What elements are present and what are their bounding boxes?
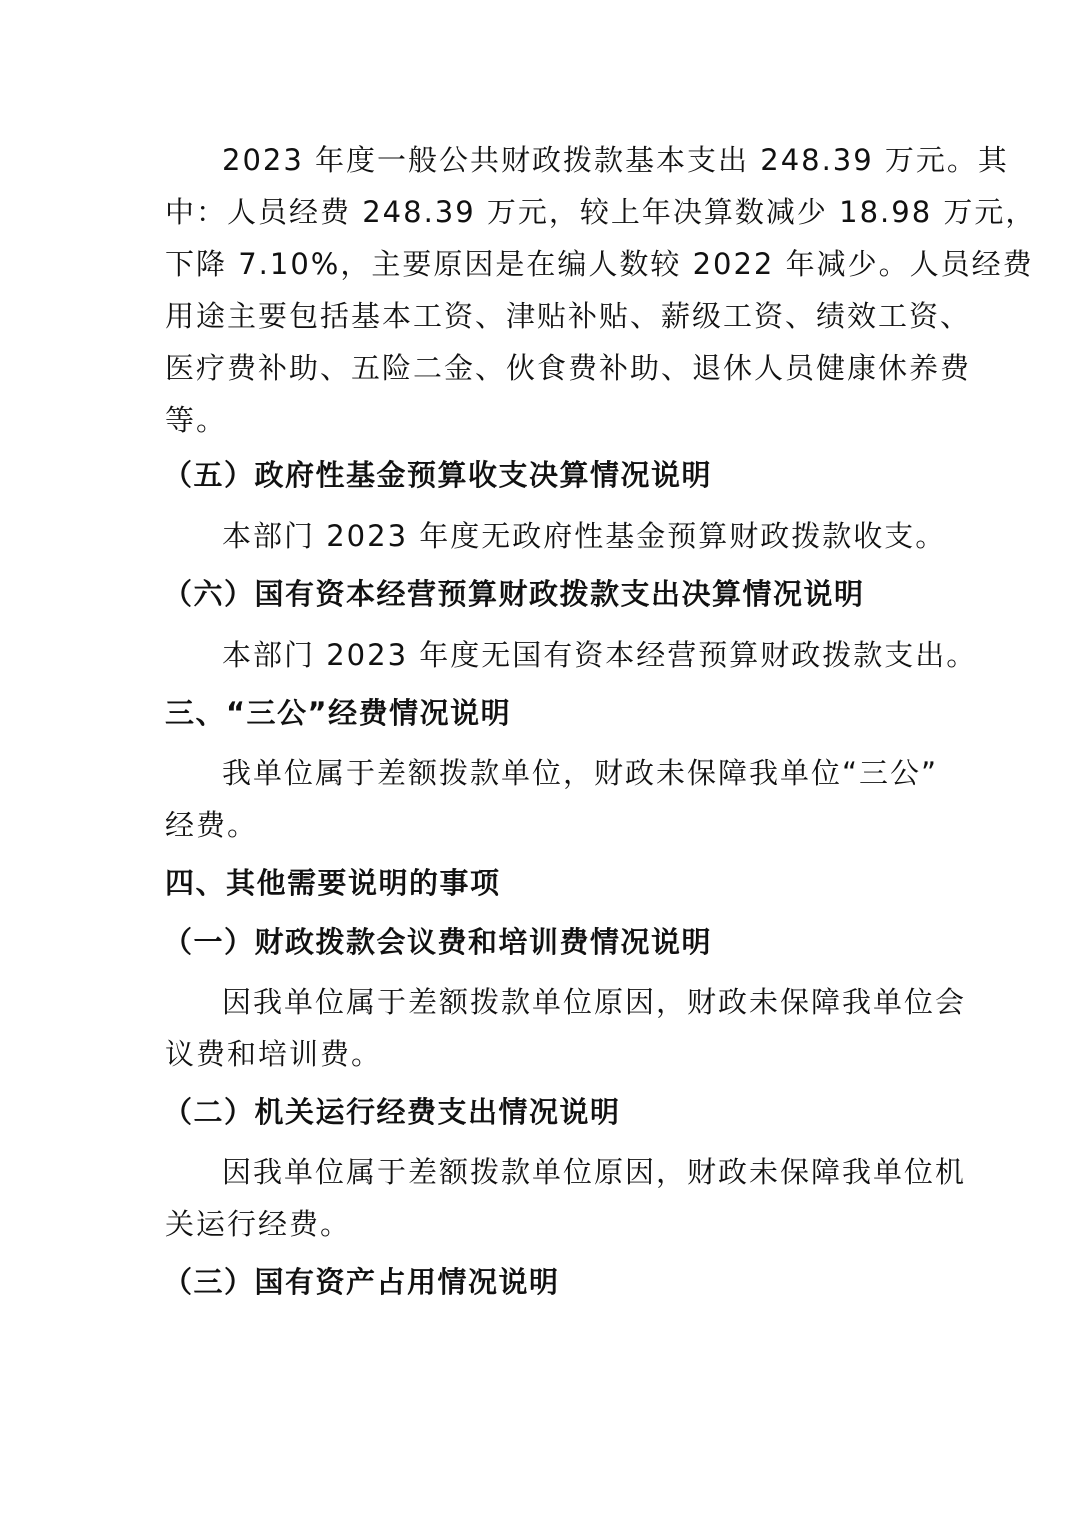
paragraph-line: 下降 7.10%，主要原因是在编人数较 2022 年减少。人员经费 xyxy=(165,247,1034,281)
paragraph-line: 中：人员经费 248.39 万元，较上年决算数减少 18.98 万元， xyxy=(165,195,1037,229)
paragraph-line: 本部门 2023 年度无政府性基金预算财政拨款收支。 xyxy=(222,519,947,553)
sub-heading-1: （一）财政拨款会议费和培训费情况说明 xyxy=(163,925,713,959)
paragraph-line: 用途主要包括基本工资、津贴补贴、薪级工资、绩效工资、 xyxy=(165,299,972,333)
paragraph-line: 议费和培训费。 xyxy=(165,1037,383,1071)
section-heading-5: （五）政府性基金预算收支决算情况说明 xyxy=(163,458,713,492)
part-heading-4: 四、其他需要说明的事项 xyxy=(165,866,501,900)
sub-heading-2: （二）机关运行经费支出情况说明 xyxy=(163,1095,621,1129)
paragraph-line: 因我单位属于差额拨款单位原因，财政未保障我单位机 xyxy=(222,1155,967,1189)
part-heading-3: 三、“三公”经费情况说明 xyxy=(165,696,512,730)
paragraph-line: 我单位属于差额拨款单位，财政未保障我单位“三公” xyxy=(222,756,939,790)
paragraph-line: 等。 xyxy=(165,403,228,437)
paragraph-line: 2023 年度一般公共财政拨款基本支出 248.39 万元。其 xyxy=(222,143,1009,177)
paragraph-line: 本部门 2023 年度无国有资本经营预算财政拨款支出。 xyxy=(222,638,978,672)
section-heading-6: （六）国有资本经营预算财政拨款支出决算情况说明 xyxy=(163,577,865,611)
sub-heading-3: （三）国有资产占用情况说明 xyxy=(163,1265,560,1299)
paragraph-line: 因我单位属于差额拨款单位原因，财政未保障我单位会 xyxy=(222,985,967,1019)
paragraph-line: 经费。 xyxy=(165,808,259,842)
paragraph-line: 医疗费补助、五险二金、伙食费补助、退休人员健康休养费 xyxy=(165,351,972,385)
paragraph-line: 关运行经费。 xyxy=(165,1207,352,1241)
